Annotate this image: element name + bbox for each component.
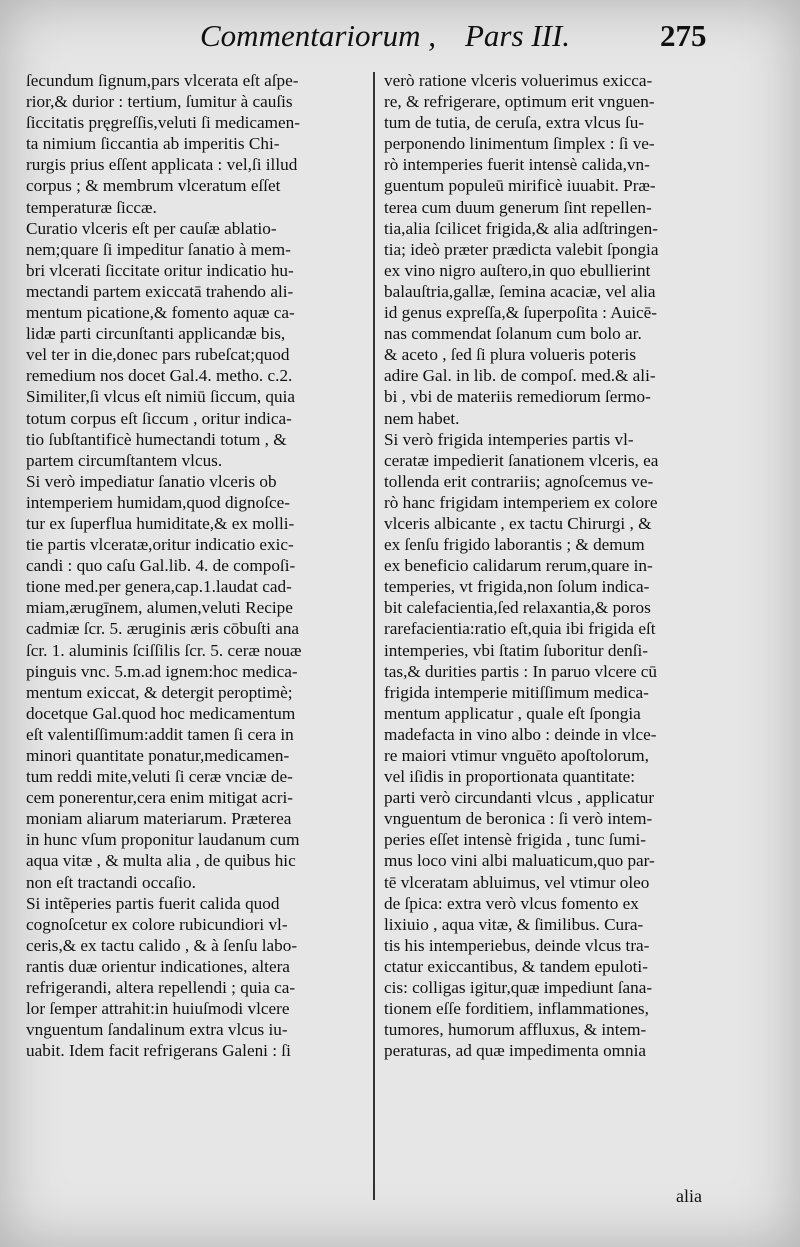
text-line: adire Gal. in lib. de compoſ. med.& ali- — [384, 366, 656, 386]
text-line: lidæ parti circunſtanti applicandæ bis, — [26, 324, 286, 344]
text-line: cem ponerentur,cera enim mitigat acri- — [26, 788, 294, 808]
text-line: ceratæ impedierit ſanationem vlceris, ea — [384, 450, 659, 470]
running-title: Commentariorum , — [200, 18, 436, 53]
text-line: cognoſcetur ex colore rubicundiori vl- — [26, 914, 288, 934]
text-line: tē vlceratam abluimus, vel vtimur oleo — [384, 872, 650, 892]
text-line: & aceto , ſed ſi plura volueris poteris — [384, 345, 637, 365]
text-line: re, & refrigerare, optimum erit vnguen- — [384, 92, 655, 112]
text-line: frigida intemperie mitiſſimum medica- — [384, 682, 649, 702]
text-line: corpus ; & membrum vlceratum eſſet — [26, 176, 281, 196]
text-line: eſt valentiſſimum:addit tamen ſi cera in — [26, 724, 294, 744]
text-line: Si verò impediatur ſanatio vlceris ob — [26, 471, 277, 491]
text-line: intemperies, vbi ſtatim ſuboritur denſi- — [384, 640, 648, 660]
text-line: mentum applicatur , quale eſt ſpongia — [384, 703, 641, 723]
text-line: bit calefacientia,ſed relaxantia,& poros — [384, 598, 651, 618]
text-line: tione med.per genera,cap.1.laudat cad- — [26, 577, 292, 597]
text-line: vel ter in die,donec pars rubeſcat;quod — [26, 345, 290, 365]
text-line: terea cum duum generum ſint repellen- — [384, 197, 652, 217]
text-line: madefacta in vino albo : deinde in vlce- — [384, 724, 657, 744]
text-line: uabit. Idem facit refrigerans Galeni : ſi — [26, 1041, 291, 1061]
text-line: ex beneficio calidarum rerum,quare in- — [384, 556, 653, 576]
text-line: mentum picatione,& fomento aquæ ca- — [26, 303, 295, 323]
text-line: non eſt tractandi occaſio. — [26, 872, 196, 892]
text-line: rarefacientia:ratio eſt,quia ibi frigida eſt — [384, 619, 656, 639]
text-line: Si intẽperies partis fuerit calida quod — [26, 893, 280, 913]
text-line: ctatur exiccantibus, & tandem epuloti- — [384, 956, 648, 976]
text-line: minori quantitate ponatur,medicamen- — [26, 746, 290, 765]
text-line: vel iſidis in proportionata quantitate: — [384, 767, 636, 787]
text-line: ſiccitatis pręgreſſis,veluti ſi medicamen- — [26, 113, 300, 133]
text-line: mentum exiccat, & detergit peroptimè; — [26, 682, 293, 702]
text-line: Curatio vlceris eſt per cauſæ ablatio- — [26, 218, 277, 238]
text-line: bri vlcerati ſiccitate oritur indicatio hu- — [26, 260, 294, 280]
text-line: perponendo linimentum ſimplex : ſi ve- — [384, 134, 655, 154]
text-line: vlceris albicante , ex tactu Chirurgi , & — [384, 513, 652, 533]
text-line: vnguentum de beronica : ſi verò intem- — [384, 809, 653, 829]
text-line: tollenda erit contrariis; agnoſcemus ve- — [384, 471, 654, 491]
text-line: verò ratione vlceris voluerimus exicca- — [384, 71, 653, 90]
text-line: ex vino nigro auſtero,in quo ebullierint — [384, 260, 651, 280]
text-line: tia,alia ſcilicet frigida,& alia adſtringen- — [384, 218, 658, 238]
text-line: rior,& durior : tertium, ſumitur à cauſis — [26, 92, 293, 112]
text-line: cis: colligas igitur,quæ impediunt ſana- — [384, 978, 653, 998]
text-line: moniam aliarum materiarum. Præterea — [26, 809, 292, 829]
text-line: Si verò frigida intemperies partis vl- — [384, 429, 634, 449]
text-line: parti verò circundanti vlcus , applicatur — [384, 788, 655, 808]
left-text-column — [26, 70, 368, 1061]
text-line: ſcr. 1. aluminis ſciſſilis ſcr. 5. ceræ nouæ — [26, 640, 302, 660]
text-line: tur ex ſuperflua humiditate,& ex molli- — [26, 513, 295, 533]
text-line: tis his intemperiebus, deinde vlcus tra- — [384, 935, 650, 955]
text-line: vnguentum ſandalinum extra vlcus iu- — [26, 1020, 288, 1040]
running-header — [190, 18, 790, 68]
text-line: rò intemperies fuerit intensè calida,vn- — [384, 155, 650, 175]
page-number: 275 — [660, 18, 707, 53]
part-label: Pars III. — [465, 18, 571, 53]
text-line: ceris,& ex tactu calido , & à ſenſu labo- — [26, 935, 298, 955]
text-line: tum de tutia, de ceruſa, extra vlcus ſu- — [384, 113, 645, 133]
column-divider — [373, 72, 375, 1200]
text-line: balauſtria,gallæ, ſemina acaciæ, vel alia — [384, 281, 656, 301]
text-line: refrigerandi, altera repellendi ; quia ca- — [26, 978, 296, 998]
text-line: rantis duæ orientur indicationes, altera — [26, 956, 290, 976]
text-line: re maiori vtimur vnguēto apoſtolorum, — [384, 746, 649, 765]
text-line: tia; ideò præter prædicta valebit ſpongia — [384, 239, 659, 259]
text-line: totum corpus eſt ſiccum , oritur indica- — [26, 408, 292, 428]
text-line: temperies, vt frigida,non ſolum indica- — [384, 577, 650, 597]
text-line: docetque Gal.quod hoc medicamentum — [26, 703, 296, 723]
text-line: candi : quo caſu Gal.lib. 4. de compoſi- — [26, 556, 296, 576]
text-line: ta nimium ſiccantia ab imperitis Chi- — [26, 134, 280, 154]
text-line: tio ſubſtantificè humectandi totum , & — [26, 429, 287, 449]
text-line: tum reddi mite,veluti ſi ceræ vnciæ de- — [26, 767, 293, 787]
text-line: mectandi partem exiccatā trahendo ali- — [26, 281, 294, 301]
text-line: nem habet. — [384, 408, 460, 428]
catchword: alia — [676, 1186, 702, 1206]
text-line: aqua vitæ , & multa alia , de quibus hic — [26, 851, 296, 871]
text-line: tumores, humorum affluxus, & intem- — [384, 1020, 647, 1040]
text-line: ſecundum ſignum,pars vlcerata eſt aſpe- — [26, 71, 299, 90]
text-line: cadmiæ ſcr. 5. æruginis æris cōbuſti ana — [26, 619, 300, 639]
text-line: lixiuio , aqua vitæ, & ſimilibus. Cura- — [384, 914, 644, 934]
text-line: nem;quare ſi impeditur ſanatio à mem- — [26, 239, 291, 259]
right-text-column — [384, 70, 724, 1061]
text-line: intemperiem humidam,quod dignoſce- — [26, 492, 290, 512]
text-line: temperaturæ ſiccæ. — [26, 197, 157, 217]
text-line: in hunc vſum proponitur laudanum cum — [26, 830, 300, 850]
text-line: remedium nos docet Gal.4. metho. c.2. — [26, 366, 293, 386]
text-line: Similiter,ſi vlcus eſt nimiū ſiccum, quia — [26, 387, 296, 407]
text-line: bi , vbi de materiis remediorum ſermo- — [384, 387, 651, 407]
text-line: nas commendat ſolanum cum bolo ar. — [384, 324, 642, 344]
text-line: id genus expreſſa,& ſuperpoſita : Auicē- — [384, 303, 658, 323]
text-line: rò hanc frigidam intemperiem ex colore — [384, 492, 658, 512]
text-line: peraturas, ad quæ impedimenta omnia — [384, 1041, 647, 1061]
text-line: tas,& durities partis : In paruo vlcere cū — [384, 661, 658, 681]
text-line: rurgis prius eſſent applicata : vel,ſi illud — [26, 155, 298, 175]
text-line: mus loco vini albi maluaticum,quo par- — [384, 851, 655, 871]
text-line: peries eſſet intensè frigida , tunc ſumi- — [384, 830, 647, 850]
text-line: tionem eſſe forditiem, inflammationes, — [384, 999, 649, 1019]
text-line: guentum populeū mirificè iuuabit. Præ- — [384, 176, 656, 196]
text-line: miam,ærugīnem, alumen,veluti Recipe — [26, 598, 293, 618]
text-line: partem circumſtantem vlcus. — [26, 450, 223, 470]
text-line: tie partis vlceratæ,oritur indicatio exic- — [26, 535, 294, 555]
text-line: pinguis vnc. 5.m.ad ignem:hoc medica- — [26, 661, 298, 681]
text-line: lor ſemper attrahit:in huiuſmodi vlcere — [26, 999, 290, 1019]
text-line: ex ſenſu frigido laborantis ; & demum — [384, 535, 645, 555]
text-line: de ſpica: extra verò vlcus fomento ex — [384, 893, 639, 913]
